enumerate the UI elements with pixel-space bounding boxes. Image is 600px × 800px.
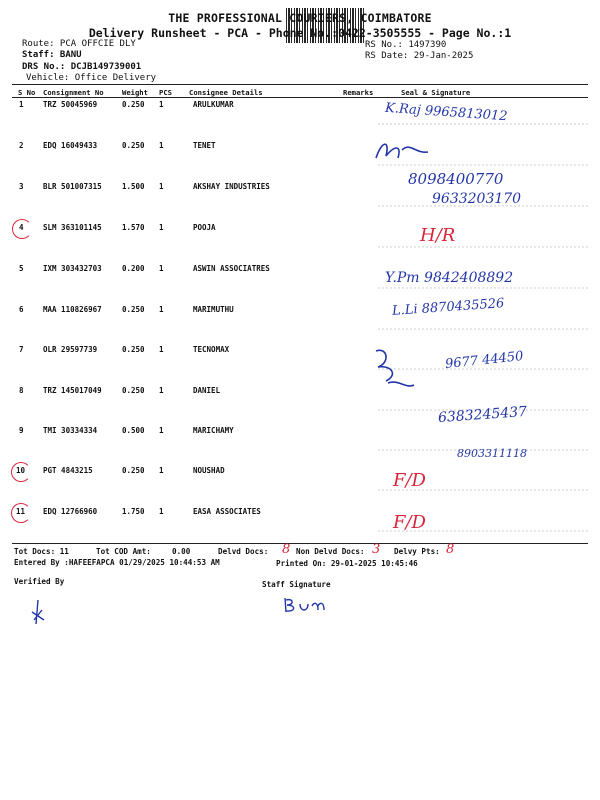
total-cod-label: Tot COD Amt: <box>96 547 151 556</box>
row-consignee: MARICHAMY <box>193 426 234 435</box>
row-sno: 10 <box>16 466 26 475</box>
staff-signature <box>282 596 332 616</box>
non-delivered-docs-label: Non Delvd Docs: <box>296 547 365 556</box>
red-circle-mark <box>11 503 31 523</box>
delivered-docs-mark: 8 <box>282 542 291 557</box>
delivered-docs-label: Delvd Docs: <box>218 547 269 556</box>
row-sno: 2 <box>19 141 24 150</box>
row-consignee: AKSHAY INDUSTRIES <box>193 182 270 191</box>
row-consignment: EDQ 16049433 <box>43 141 98 150</box>
row-consignee: ARULKUMAR <box>193 100 234 109</box>
col-seal-signature: Seal & Signature <box>401 88 471 97</box>
row-sno: 3 <box>19 182 24 191</box>
row-consignment: EDQ 12766960 <box>43 507 98 516</box>
row-sno: 4 <box>19 223 24 232</box>
row-consignee: EASA ASSOCIATES <box>193 507 261 516</box>
row-weight: 0.500 <box>122 426 145 435</box>
non-delivered-docs-mark: 3 <box>372 542 381 557</box>
staff-label: Staff: BANU <box>22 50 82 60</box>
row-sno: 11 <box>16 507 26 516</box>
handwritten-phone-7: 9677 44450 <box>444 348 525 373</box>
col-consignee: Consignee Details <box>189 88 263 97</box>
row-consignment: SLM 363101145 <box>43 223 102 232</box>
row-weight: 1.570 <box>122 223 145 232</box>
row-weight: 1.750 <box>122 507 145 516</box>
row-pcs: 1 <box>159 345 164 354</box>
row-pcs: 1 <box>159 264 164 273</box>
row-consignee: DANIEL <box>193 386 221 395</box>
row-weight: 1.500 <box>122 182 145 191</box>
drs-label: DRS No.: DCJB149739001 <box>22 62 142 72</box>
total-docs: Tot Docs: 11 <box>14 547 69 556</box>
delivery-points-label: Delvy Pts: <box>394 547 440 556</box>
row-pcs: 1 <box>159 141 164 150</box>
row-sno: 1 <box>19 100 24 109</box>
handwritten-mark-11: F/D <box>393 512 426 533</box>
row-weight: 0.250 <box>122 345 145 354</box>
handwritten-phone-9: 8903311118 <box>457 447 527 460</box>
col-pcs: PCS <box>159 88 172 97</box>
row-pcs: 1 <box>159 223 164 232</box>
row-weight: 0.250 <box>122 466 145 475</box>
row-weight: 0.200 <box>122 264 145 273</box>
row-weight: 0.250 <box>122 386 145 395</box>
handwritten-mark-4: H/R <box>420 225 456 246</box>
summary-rule <box>12 543 588 544</box>
red-circle-mark <box>11 462 31 482</box>
row-sno: 7 <box>19 345 24 354</box>
row-consignee: TECNOMAX <box>193 345 230 354</box>
row-consignee: NOUSHAD <box>193 466 225 475</box>
handwritten-phone-3a: 8098400770 <box>408 170 504 188</box>
handwritten-phone-3b: 9633203170 <box>432 191 522 207</box>
row-sno: 6 <box>19 305 24 314</box>
row-consignee: ASWIN ASSOCIATRES <box>193 264 270 273</box>
printed-on: Printed On: 29-01-2025 10:45:46 <box>276 559 418 568</box>
row-consignment: BLR 501007315 <box>43 182 102 191</box>
row-consignment: TMI 30334334 <box>43 426 98 435</box>
row-consignment: MAA 110826967 <box>43 305 102 314</box>
entered-by: Entered By :HAFEEFAPCA 01/29/2025 10:44:53 AM <box>14 558 220 567</box>
col-sno: S No <box>18 88 36 97</box>
col-remarks: Remarks <box>343 88 374 97</box>
col-consignment: Consignment No <box>43 88 104 97</box>
row-pcs: 1 <box>159 182 164 191</box>
handwritten-mark-10: F/D <box>393 470 426 491</box>
rs-date-label: RS Date: 29-Jan-2025 <box>365 51 474 61</box>
row-weight: 0.250 <box>122 305 145 314</box>
handwritten-scribble-7 <box>368 345 418 395</box>
delivery-points-mark: 8 <box>446 542 455 557</box>
company-title: THE PROFESSIONAL COURIERS, COIMBATORE <box>168 11 432 25</box>
runsheet-subtitle: Delivery Runsheet - PCA - Phone No.:0422-3505555 - Page No.:1 <box>88 26 512 40</box>
row-weight: 0.250 <box>122 100 145 109</box>
row-pcs: 1 <box>159 100 164 109</box>
row-weight: 0.250 <box>122 141 145 150</box>
row-pcs: 1 <box>159 466 164 475</box>
row-pcs: 1 <box>159 386 164 395</box>
staff-signature-label: Staff Signature <box>262 580 331 589</box>
rs-no-label: RS No.: 1497390 <box>365 40 447 50</box>
red-circle-mark <box>12 219 32 239</box>
row-pcs: 1 <box>159 507 164 516</box>
col-weight: Weight <box>122 88 148 97</box>
row-pcs: 1 <box>159 426 164 435</box>
route-label: Route: PCA OFFCIE DLY <box>22 39 136 49</box>
row-consignment: IXM 303432703 <box>43 264 102 273</box>
verified-by-label: Verified By <box>14 577 65 586</box>
row-sno: 5 <box>19 264 24 273</box>
handwritten-signature-5: Y.Pm 9842408892 <box>385 270 514 286</box>
handwritten-signature-6: L.Li 8870435526 <box>391 296 505 319</box>
row-consignment: TRZ 50045969 <box>43 100 98 109</box>
handwritten-signature-1: K.Raj 9965813012 <box>384 100 508 125</box>
handwritten-scribble-2 <box>372 136 432 166</box>
row-consignee: TENET <box>193 141 216 150</box>
row-pcs: 1 <box>159 305 164 314</box>
vehicle-label: Vehicle: Office Delivery <box>26 73 157 83</box>
row-consignment: TRZ 145017049 <box>43 386 102 395</box>
handwritten-phone-8: 6383245437 <box>437 403 528 427</box>
row-consignee: MARIMUTHU <box>193 305 234 314</box>
row-sno: 9 <box>19 426 24 435</box>
total-cod-value: 0.00 <box>172 547 191 556</box>
row-consignment: OLR 29597739 <box>43 345 98 354</box>
row-sno: 8 <box>19 386 24 395</box>
verified-signature <box>28 598 48 628</box>
row-consignment: PGT 4843215 <box>43 466 93 475</box>
row-consignee: POOJA <box>193 223 216 232</box>
